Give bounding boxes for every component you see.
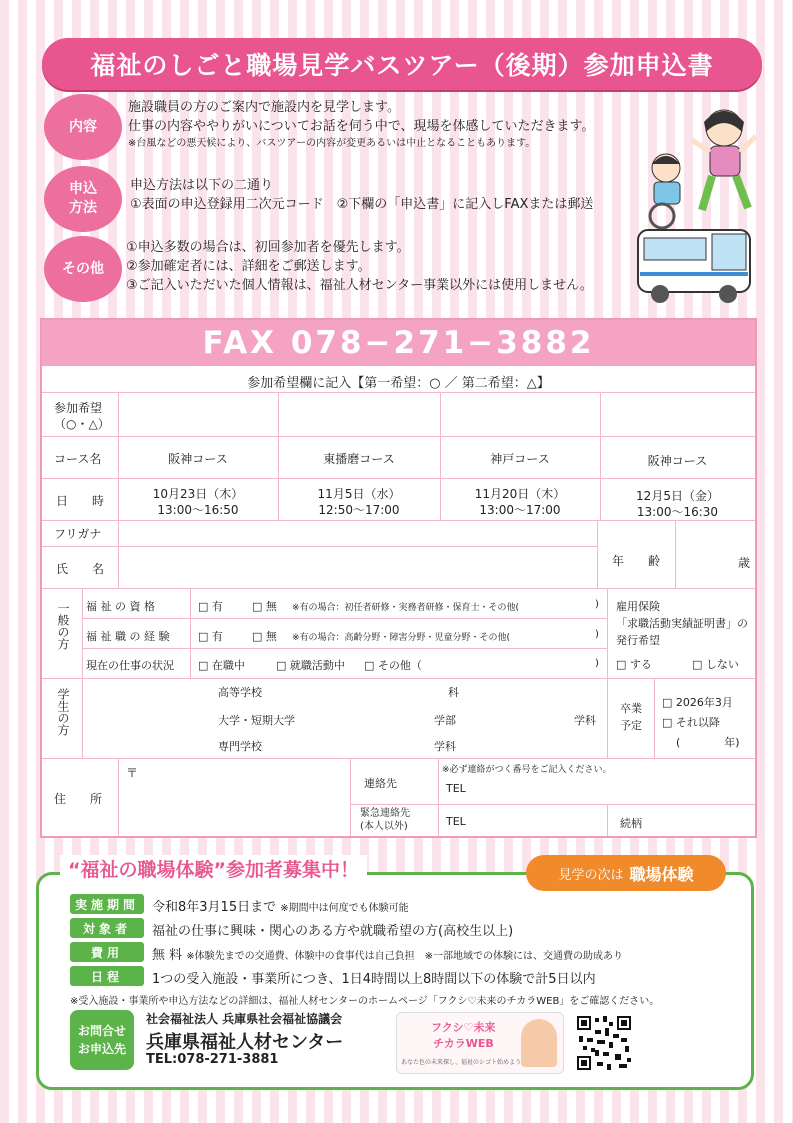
experience-title: “福祉の職場体験”参加者募集中！ — [60, 855, 367, 882]
info-method-line-2: ①表面の申込登録用二次元コード ②下欄の「申込書」に記入しFAXまたは郵送 — [130, 197, 594, 212]
course-name-3: 神戸コース — [490, 452, 550, 466]
course-date-1: 10月23日（木） — [152, 487, 244, 501]
info-content-note: ※台風などの悪天候により、バスツアーの内容が変更あるいは中止となることもあります。 — [128, 138, 536, 149]
experience-no-checkbox[interactable]: □ 無 — [252, 630, 277, 643]
cost-text — [152, 944, 623, 963]
qualification-yes-checkbox[interactable]: □ 有 — [198, 600, 223, 613]
hope-label: 参加希望 （○・△） — [54, 401, 110, 431]
furigana-field[interactable] — [120, 522, 595, 544]
info-other-line-3: ③ご記入いただいた個人情報は、福祉人材センター事業以外には使用しません。 — [126, 278, 593, 293]
period-label: 実施期間 — [70, 894, 144, 914]
target-label: 対象者 — [70, 918, 144, 938]
target-text: 福祉の仕事に興味・関心のある方や就職希望の方(高校生以上) — [152, 924, 514, 939]
general-row-label-2: 福 祉 職 の 経 験 — [86, 630, 170, 643]
qr-code-icon[interactable] — [575, 1014, 633, 1072]
info-label-content: 内容 — [44, 94, 122, 160]
tel-field[interactable]: TEL — [446, 782, 466, 795]
hope-field-4[interactable] — [602, 394, 754, 434]
qualification-note: ※有の場合：初任者研修・実務者研修・保育士・その他( — [292, 603, 520, 613]
qualification-no-checkbox[interactable]: □ 無 — [252, 600, 277, 613]
hope-field-3[interactable] — [442, 394, 598, 434]
other-status-checkbox[interactable]: □ その他（ — [364, 659, 422, 672]
contact-note: ※必ず連絡がつく番号をご記入ください。 — [442, 765, 612, 775]
info-method-line-1: 申込方法は以下の二通り — [130, 178, 274, 193]
course-datetime-4 — [600, 488, 755, 520]
course-name-4: 阪神コース — [647, 454, 708, 468]
job-hunting-checkbox[interactable]: □ 就職活動中 — [276, 659, 345, 672]
course-time-1: 13:00〜16:50 — [157, 503, 239, 517]
experience-footnote: ※受入施設・事業所や申込方法などの詳細は、福祉人材センターのホームページ「フクシ♡未来のチカラWEB」をご確認ください。 — [70, 996, 660, 1007]
contact-label: 連絡先 — [364, 777, 397, 790]
name-label: 氏 名 — [56, 562, 105, 576]
web-banner[interactable] — [396, 1012, 564, 1074]
emergency-tel-field[interactable]: TEL — [446, 815, 466, 828]
furigana-label: フリガナ — [54, 527, 102, 541]
page-title: 福祉のしごと職場見学バスツアー（後期）参加申込書 — [42, 38, 762, 90]
department-label: 学科 — [574, 714, 596, 727]
experience-yes-checkbox[interactable]: □ 有 — [198, 630, 223, 643]
high-school-course-label: 科 — [448, 686, 459, 699]
form-instruction: 参加希望欄に記入【第一希望：○ ／ 第二希望：△】 — [247, 376, 550, 391]
experience-badge-main: 職場体験 — [629, 864, 694, 884]
course-time-4: 13:00〜16:30 — [636, 505, 719, 519]
course-datetime-3 — [440, 486, 600, 518]
course-date-2: 11月5日（水） — [317, 487, 401, 501]
info-content-text — [128, 98, 648, 152]
address-field[interactable] — [126, 764, 346, 832]
cost-label: 費用 — [70, 942, 144, 962]
info-other-text — [126, 238, 626, 295]
info-method-text — [130, 176, 650, 214]
info-label-method: 申込 方法 — [44, 166, 122, 232]
period-note: ※期間中は何度でも体験可能 — [280, 903, 409, 914]
emergency-contact-label: 緊急連絡先 (本人以外) — [360, 808, 410, 832]
relation-label: 続柄 — [620, 817, 642, 830]
bus-illustration — [634, 222, 756, 308]
course-date-4: 12月5日（金） — [636, 489, 719, 503]
experience-note: ※有の場合：高齢分野・障害分野・児童分野・その他( — [292, 633, 511, 643]
insurance-yes-checkbox[interactable]: □ する — [616, 658, 652, 671]
web-banner-subtitle: あなた色の未来探し、福祉のシゴト始めよう — [401, 1059, 522, 1066]
age-unit: 歳 — [738, 556, 751, 570]
period-text — [152, 896, 409, 915]
graduation-year-field[interactable]: ( 年) — [676, 736, 740, 749]
vocational-school-label: 専門学校 — [218, 740, 262, 753]
course-datetime-2 — [278, 486, 440, 518]
student-side-label: 学生の方 — [56, 688, 70, 736]
fax-number: FAX 078−271−3882 — [42, 320, 755, 366]
web-banner-title2: チカラWEB — [433, 1037, 494, 1050]
university-label: 大学・短期大学 — [218, 714, 295, 727]
experience-badge — [526, 855, 726, 891]
general-row-label-1: 福 祉 の 資 格 — [86, 600, 155, 613]
wheelchair-person-illustration — [650, 154, 680, 228]
course-datetime-1 — [118, 486, 278, 518]
info-content-line-2: 仕事の内容ややりがいについてお話を伺う中で、現場を体感していただきます。 — [128, 119, 595, 134]
experience-badge-pre: 見学の次は — [558, 867, 624, 883]
contact-badge: お問合せ お申込先 — [70, 1010, 134, 1070]
course-time-2: 12:50〜17:00 — [318, 503, 400, 517]
faculty-label: 学部 — [434, 714, 456, 727]
insurance-title: 雇用保険 「求職活動実績証明書」の 発行希望 — [616, 600, 748, 647]
high-school-label: 高等学校 — [218, 686, 262, 699]
experience-close: ) — [595, 629, 599, 640]
info-other-line-2: ②参加確定者には、詳細をご郵送します。 — [126, 259, 371, 274]
qualification-close: ) — [595, 599, 599, 610]
org-tel: TEL:078-271-3881 — [146, 1052, 279, 1067]
schedule-label: 日程 — [70, 966, 144, 986]
web-banner-title1: フクシ♡未来 — [431, 1021, 496, 1034]
hope-field-2[interactable] — [280, 394, 438, 434]
course-name-1: 阪神コース — [168, 452, 228, 466]
age-field[interactable] — [677, 548, 735, 586]
info-label-other: その他 — [44, 236, 122, 302]
name-field[interactable] — [120, 548, 595, 586]
cost-value: 無 料 — [152, 948, 183, 963]
graduation-later-checkbox[interactable]: □ それ以降 — [662, 716, 720, 729]
address-label: 住 所 — [54, 792, 103, 806]
people-illustration — [632, 100, 762, 230]
dancing-person-illustration — [692, 110, 756, 210]
employed-checkbox[interactable]: □ 在職中 — [198, 659, 245, 672]
info-other-line-1: ①申込多数の場合は、初回参加者を優先します。 — [126, 240, 410, 255]
course-date-3: 11月20日（木） — [474, 487, 566, 501]
date-label: 日 時 — [56, 494, 105, 508]
woman-photo-icon — [521, 1019, 557, 1067]
org-name-line2: 兵庫県福祉人材センター — [146, 1032, 344, 1053]
hope-field-1[interactable] — [120, 394, 276, 434]
period-value: 令和8年3月15日まで — [152, 900, 277, 915]
application-form — [40, 318, 757, 838]
graduation-2026-checkbox[interactable]: □ 2026年3月 — [662, 696, 733, 709]
course-time-3: 13:00〜17:00 — [479, 503, 561, 517]
general-side-label: 一般の方 — [56, 602, 70, 650]
age-label: 年 齢 — [612, 554, 661, 568]
status-close: ) — [595, 658, 599, 669]
general-row-label-3: 現在の仕事の状況 — [86, 659, 174, 672]
schedule-text: 1つの受入施設・事業所につき、1日4時間以上8時間以下の体験で計5日以内 — [152, 972, 596, 987]
insurance-no-checkbox[interactable]: □ しない — [692, 658, 739, 671]
course-label: コース名 — [54, 452, 102, 466]
org-name-line1: 社会福祉法人 兵庫県社会福祉協議会 — [146, 1012, 343, 1026]
vocational-department-label: 学科 — [434, 740, 456, 753]
info-content-line-1: 施設職員の方のご案内で施設内を見学します。 — [128, 100, 400, 115]
postal-mark: 〒 — [126, 766, 139, 780]
cost-note: ※体験先までの交通費、体験中の食事代は自己負担 ※一部地域での体験には、交通費の助成あり — [186, 951, 624, 962]
course-name-2: 東播磨コース — [323, 452, 395, 466]
graduation-label: 卒業 予定 — [620, 702, 642, 732]
